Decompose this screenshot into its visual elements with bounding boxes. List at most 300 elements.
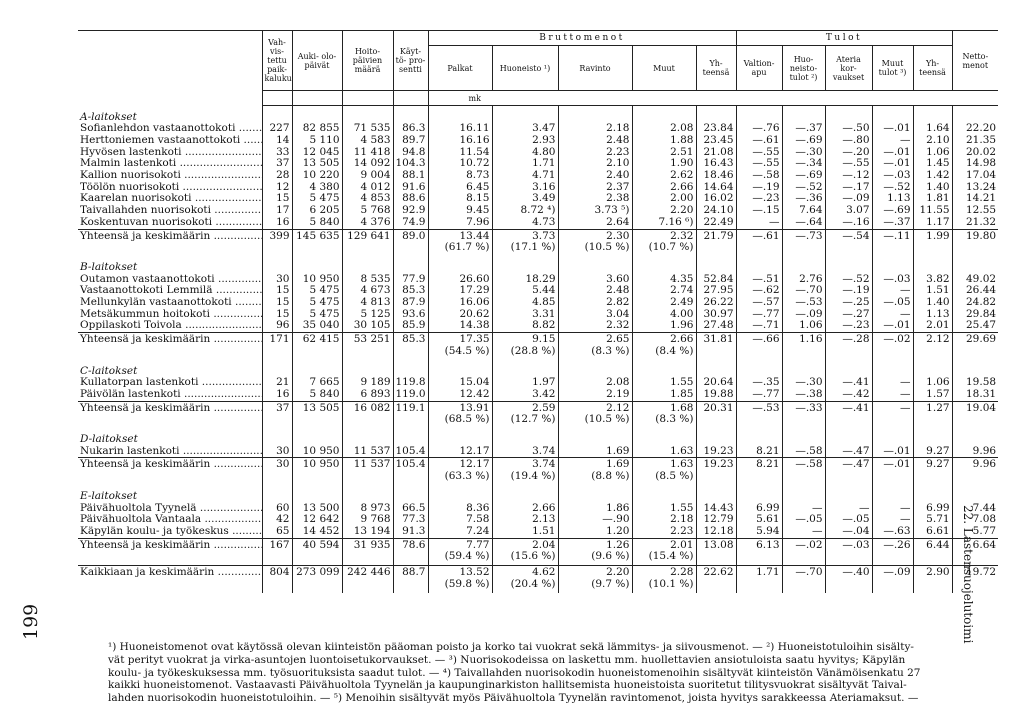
section-percent-row [78, 551, 998, 565]
row-value: 7 665 [292, 377, 342, 389]
row-value: —.35 [736, 377, 782, 389]
row-value: 1.90 [632, 158, 696, 170]
row-value: — [872, 514, 913, 526]
row-value: 65 [262, 526, 292, 538]
chapter-title: 22. Lastensuojelutoimi [961, 505, 975, 644]
row-value: 74.9 [393, 217, 428, 229]
row-value: 2.64 [558, 217, 632, 229]
row-value: 19.72 [952, 566, 998, 579]
row-value: —.01 [872, 123, 913, 135]
share-percent: (20.4 %) [492, 579, 558, 593]
empty-cell [428, 256, 492, 274]
row-value: 14 452 [292, 526, 342, 538]
row-value: 1.57 [913, 389, 952, 401]
empty-cell [952, 106, 998, 124]
row-value: 15.04 [428, 377, 492, 389]
empty-cell [292, 256, 342, 274]
row-value: 13.24 [952, 182, 998, 194]
empty-cell [696, 256, 736, 274]
grand-total-percent-row [78, 579, 998, 593]
share-percent: (61.7 %) [428, 242, 492, 256]
table-row [78, 205, 998, 217]
row-value: 82 855 [292, 123, 342, 135]
row-value: 4 853 [342, 193, 393, 205]
row-value: 15 [262, 285, 292, 297]
row-value: 9.45 [428, 205, 492, 217]
row-value: 14 [262, 135, 292, 147]
empty-cell [736, 360, 782, 378]
empty-cell [696, 551, 736, 565]
empty-cell [872, 346, 913, 360]
row-value: 71 535 [342, 123, 393, 135]
row-value: 2.62 [632, 170, 696, 182]
empty-cell [492, 428, 558, 446]
empty-cell [262, 360, 292, 378]
row-value: —.37 [872, 217, 913, 229]
row-value: 88.6 [393, 193, 428, 205]
row-value: 3.47 [492, 123, 558, 135]
row-value: 2.51 [632, 147, 696, 159]
row-label: Nukarin lastenkoti ..... [78, 446, 262, 458]
empty-cell [782, 346, 825, 360]
empty-cell [825, 471, 872, 485]
row-value: 105.4 [393, 458, 428, 471]
row-value: —.64 [782, 217, 825, 229]
row-value: 5 475 [292, 309, 342, 321]
row-value: 2.28 [632, 566, 696, 579]
row-value: 3.73 ⁵) [558, 205, 632, 217]
row-value: 4.73 [492, 217, 558, 229]
empty-cell [952, 428, 998, 446]
table-row [78, 123, 998, 135]
empty-cell [78, 471, 262, 485]
row-value: 7.16 ⁶) [632, 217, 696, 229]
row-value: 78.6 [393, 538, 428, 551]
row-value: —.58 [736, 170, 782, 182]
row-value: 4.80 [492, 147, 558, 159]
share-percent: (17.1 %) [492, 242, 558, 256]
row-value: 17.04 [952, 170, 998, 182]
row-value: 1.06 [782, 320, 825, 332]
header-ateriakorvaukset: Ateria kor- vaukset [825, 46, 872, 91]
row-value: 1.45 [913, 158, 952, 170]
share-percent: (59.4 %) [428, 551, 492, 565]
empty-cell [782, 360, 825, 378]
empty-cell [696, 471, 736, 485]
row-value: 1.06 [913, 147, 952, 159]
row-value: 7.08 [952, 514, 998, 526]
empty-cell [782, 106, 825, 124]
row-value: 6.13 [736, 538, 782, 551]
empty-cell [632, 256, 696, 274]
empty-cell [736, 485, 782, 503]
row-value: —.58 [782, 458, 825, 471]
row-value: 1.51 [913, 285, 952, 297]
row-value: 4 376 [342, 217, 393, 229]
empty-cell [913, 428, 952, 446]
row-value: 88.1 [393, 170, 428, 182]
row-value: —.71 [736, 320, 782, 332]
footnotes [108, 641, 964, 705]
empty-cell [736, 242, 782, 256]
empty-cell [782, 579, 825, 593]
row-value: 86.3 [393, 123, 428, 135]
row-label: Metsäkummun hoitokoti ..... [78, 309, 262, 321]
row-label: Yhteensä ja keskimäärin ..... [78, 538, 262, 551]
row-value: 30 [262, 458, 292, 471]
row-value: 2.48 [558, 285, 632, 297]
empty-cell [342, 551, 393, 565]
section-percent-row [78, 414, 998, 428]
row-value: 15 [262, 309, 292, 321]
row-value: 2.08 [558, 377, 632, 389]
row-value: 10.72 [428, 158, 492, 170]
empty-cell [696, 242, 736, 256]
row-value: — [872, 309, 913, 321]
row-label: Hyvösen lastenkoti ..... [78, 147, 262, 159]
empty-cell [428, 485, 492, 503]
empty-cell [558, 485, 632, 503]
row-label: Malmin lastenkoti ..... [78, 158, 262, 170]
row-value: —.01 [872, 320, 913, 332]
empty-cell [782, 551, 825, 565]
row-value: 2.49 [632, 297, 696, 309]
row-value: 2.12 [913, 333, 952, 346]
row-value: 4.35 [632, 274, 696, 286]
row-value: 40 594 [292, 538, 342, 551]
row-value: 2.66 [632, 182, 696, 194]
empty-cell [872, 428, 913, 446]
row-value: 17.35 [428, 333, 492, 346]
footnote-line: lahden nuorisokodin huoneistotuloihin. — ⁵) Menoihin sisältyvät myös Päivähuoltola Tyynelän ravintomenot, joista hyvitys sarakkeessa Ateriamaksut. — [108, 692, 919, 705]
row-value: 2.37 [558, 182, 632, 194]
empty-cell [696, 428, 736, 446]
row-value: 2.04 [492, 538, 558, 551]
row-value: 1.51 [492, 526, 558, 538]
row-value: —.25 [825, 297, 872, 309]
header-huoneisto: Huoneisto ¹) [492, 46, 558, 91]
row-label: Päivölän lastenkoti ..... [78, 389, 262, 401]
row-value: —.69 [782, 170, 825, 182]
row-value: 2.93 [492, 135, 558, 147]
row-value: 7.58 [428, 514, 492, 526]
row-value: —.05 [872, 297, 913, 309]
row-value: —.12 [825, 170, 872, 182]
empty-cell [342, 414, 393, 428]
empty-cell [558, 106, 632, 124]
section-percent-row [78, 242, 998, 256]
empty-cell [262, 242, 292, 256]
row-value: —.20 [825, 147, 872, 159]
row-value: 24.82 [952, 297, 998, 309]
section-title: B-laitokset [80, 260, 138, 273]
header-valtionapu: Valtion- apu [736, 46, 782, 91]
row-value: 85.3 [393, 333, 428, 346]
row-value: —.15 [736, 205, 782, 217]
row-value: — [872, 377, 913, 389]
row-value: 1.69 [558, 458, 632, 471]
empty-cell [393, 360, 428, 378]
table-header [78, 31, 998, 106]
row-value: 4.00 [632, 309, 696, 321]
section-total-row [78, 458, 998, 471]
row-value: 16.06 [428, 297, 492, 309]
row-value: 5.44 [492, 285, 558, 297]
empty-cell [952, 471, 998, 485]
empty-cell [952, 485, 998, 503]
row-value: 12 [262, 182, 292, 194]
row-value: 119.0 [393, 389, 428, 401]
row-value: 171 [262, 333, 292, 346]
empty-cell [825, 414, 872, 428]
empty-cell [872, 551, 913, 565]
row-value: 16.11 [428, 123, 492, 135]
row-value: 2.90 [913, 566, 952, 579]
row-value: — [872, 401, 913, 414]
row-value: —.26 [872, 538, 913, 551]
row-label: Kaarelan nuorisokoti ..... [78, 193, 262, 205]
row-value: —.09 [782, 309, 825, 321]
row-value: 2.18 [558, 123, 632, 135]
empty-cell [262, 551, 292, 565]
footnote-line: koulu- ja työkeskuksessa mm. työsuorituksista saadut tulot. — ⁴) Taivallahden nuorisokodin huoneistomenoihin sisältyvät kiinteistön Vänämöisenkatu 27 [108, 666, 921, 679]
empty-cell [825, 579, 872, 593]
row-value: 5 840 [292, 389, 342, 401]
row-value: 25.47 [952, 320, 998, 332]
row-value: 12.17 [428, 458, 492, 471]
row-value: 31 935 [342, 538, 393, 551]
empty-cell [952, 256, 998, 274]
row-value: 6 205 [292, 205, 342, 217]
row-value: 15 [262, 193, 292, 205]
row-value: 29.84 [952, 309, 998, 321]
empty-cell [825, 256, 872, 274]
row-value: 3.04 [558, 309, 632, 321]
row-value: 11 537 [342, 458, 393, 471]
share-percent: (10.5 %) [558, 242, 632, 256]
section-total-row [78, 333, 998, 346]
row-value: 4 583 [342, 135, 393, 147]
row-value: 2.10 [913, 135, 952, 147]
row-value: 3.74 [492, 446, 558, 458]
empty-cell [696, 414, 736, 428]
empty-cell [78, 551, 262, 565]
row-value: —.62 [736, 285, 782, 297]
section-title: E-laitokset [80, 489, 138, 502]
row-value: 14.98 [952, 158, 998, 170]
empty-cell [825, 106, 872, 124]
row-value: —.70 [782, 566, 825, 579]
row-label: Yhteensä ja keskimäärin ..... [78, 401, 262, 414]
row-value: 49.02 [952, 274, 998, 286]
empty-cell [872, 485, 913, 503]
row-value: 77.3 [393, 514, 428, 526]
empty-cell [913, 579, 952, 593]
header-vahvistettu: Vah- vis- tettu paik- kaluku [262, 31, 292, 91]
row-value: 2.13 [492, 514, 558, 526]
row-label: Kullatorpan lastenkoti ..... [78, 377, 262, 389]
section-heading [78, 360, 998, 378]
empty-cell [492, 106, 558, 124]
share-percent: (10.7 %) [632, 242, 696, 256]
row-value: 26.44 [952, 285, 998, 297]
row-value: —.04 [825, 526, 872, 538]
row-value: 2.01 [913, 320, 952, 332]
row-label: Sofianlehdon vastaanottokoti ..... [78, 123, 262, 135]
empty-cell [393, 428, 428, 446]
row-value: 89.7 [393, 135, 428, 147]
row-value: 1.64 [913, 123, 952, 135]
page-number: 199 [20, 603, 42, 640]
table-row [78, 297, 998, 309]
row-value: 804 [262, 566, 292, 579]
empty-cell [736, 428, 782, 446]
row-value: 77.9 [393, 274, 428, 286]
empty-cell [952, 551, 998, 565]
row-value: 4 012 [342, 182, 393, 194]
row-label: Oppilaskoti Toivola ..... [78, 320, 262, 332]
empty-cell [292, 551, 342, 565]
table-row [78, 446, 998, 458]
grand-total-row [78, 566, 998, 579]
row-value: 9.27 [913, 458, 952, 471]
row-value: 19.88 [696, 389, 736, 401]
row-value: 5 840 [292, 217, 342, 229]
row-value: —.27 [825, 309, 872, 321]
share-percent: (10.5 %) [558, 414, 632, 428]
empty-cell [558, 360, 632, 378]
row-value: 14.64 [696, 182, 736, 194]
row-value: 167 [262, 538, 292, 551]
row-value: 1.97 [492, 377, 558, 389]
row-value: 2.01 [632, 538, 696, 551]
row-value: 60 [262, 503, 292, 515]
row-value: 3.82 [913, 274, 952, 286]
row-value: 11.54 [428, 147, 492, 159]
row-value: — [736, 217, 782, 229]
header-nettomenot: Netto- menot [952, 31, 998, 91]
row-value: —.03 [872, 170, 913, 182]
empty-cell [632, 360, 696, 378]
row-value: 18.29 [492, 274, 558, 286]
row-value: 2.23 [632, 526, 696, 538]
row-value: 129 641 [342, 229, 393, 242]
row-value: —.19 [736, 182, 782, 194]
row-value: —.76 [736, 123, 782, 135]
row-value: 2.12 [558, 401, 632, 414]
row-value: 4.62 [492, 566, 558, 579]
row-value: 5.77 [952, 526, 998, 538]
row-value: 1.81 [913, 193, 952, 205]
share-percent: (8.3 %) [558, 346, 632, 360]
empty-cell [872, 579, 913, 593]
row-value: 21 [262, 377, 292, 389]
empty-cell [393, 414, 428, 428]
empty-cell [696, 346, 736, 360]
row-value: 13 194 [342, 526, 393, 538]
empty-cell [428, 360, 492, 378]
empty-cell [632, 428, 696, 446]
empty-cell [736, 346, 782, 360]
row-value: —.03 [825, 538, 872, 551]
row-value: —.41 [825, 377, 872, 389]
row-value: 85.3 [393, 285, 428, 297]
row-value: 8.21 [736, 458, 782, 471]
row-value: 8 973 [342, 503, 393, 515]
row-value: 3.60 [558, 274, 632, 286]
empty-cell [952, 242, 998, 256]
empty-cell [393, 471, 428, 485]
row-value: 3.73 [492, 229, 558, 242]
row-value: 6.44 [913, 538, 952, 551]
row-value: —.51 [736, 274, 782, 286]
empty-cell [558, 256, 632, 274]
row-value: 10 950 [292, 458, 342, 471]
row-value: —.66 [736, 333, 782, 346]
row-value: 1.55 [632, 503, 696, 515]
empty-cell [262, 485, 292, 503]
row-value: —.30 [782, 147, 825, 159]
empty-cell [913, 256, 952, 274]
row-value: 399 [262, 229, 292, 242]
share-percent: (10.1 %) [632, 579, 696, 593]
footnote-line: ¹) Huoneistomenot ovat käytössä olevan kiinteistön pääoman poisto ja korko tai vuokrat sekä lämmitys- ja siivousmenot. — ²) Huoneistotuloihin sisälty- [108, 641, 914, 653]
table-row [78, 217, 998, 229]
row-value: 273 099 [292, 566, 342, 579]
row-value: 14.43 [696, 503, 736, 515]
row-value: 119.1 [393, 401, 428, 414]
empty-cell [393, 242, 428, 256]
empty-cell [782, 428, 825, 446]
row-value: 12.17 [428, 446, 492, 458]
row-value: 2.32 [632, 229, 696, 242]
empty-cell [872, 256, 913, 274]
row-value: 12 045 [292, 147, 342, 159]
share-percent: (8.3 %) [632, 414, 696, 428]
row-value: 19.23 [696, 446, 736, 458]
row-value: —.52 [825, 274, 872, 286]
empty-cell [292, 428, 342, 446]
row-value: 6 893 [342, 389, 393, 401]
row-value: 14.21 [952, 193, 998, 205]
row-value: 37 [262, 158, 292, 170]
row-value: 5 110 [292, 135, 342, 147]
row-value: 92.9 [393, 205, 428, 217]
row-value: 62 415 [292, 333, 342, 346]
row-value: 7.24 [428, 526, 492, 538]
row-value: 5 125 [342, 309, 393, 321]
row-value: 7.96 [428, 217, 492, 229]
empty-cell [262, 414, 292, 428]
empty-cell [782, 256, 825, 274]
row-value: 8.82 [492, 320, 558, 332]
empty-cell [492, 485, 558, 503]
row-value: —.01 [872, 158, 913, 170]
table-row [78, 309, 998, 321]
row-value: 21.08 [696, 147, 736, 159]
row-label: Herttoniemen vastaanottokoti ..... [78, 135, 262, 147]
empty-cell [262, 256, 292, 274]
header-tulot: Tulot [736, 31, 952, 46]
row-value: —.77 [736, 309, 782, 321]
empty-cell [913, 346, 952, 360]
row-label: Päivähuoltola Tyynelä ..... [78, 503, 262, 515]
statistics-table [78, 30, 998, 593]
empty-cell [825, 551, 872, 565]
section-percent-row [78, 346, 998, 360]
row-label: Kaikkiaan ja keskimäärin ..... [78, 566, 262, 579]
row-value: 1.55 [632, 377, 696, 389]
